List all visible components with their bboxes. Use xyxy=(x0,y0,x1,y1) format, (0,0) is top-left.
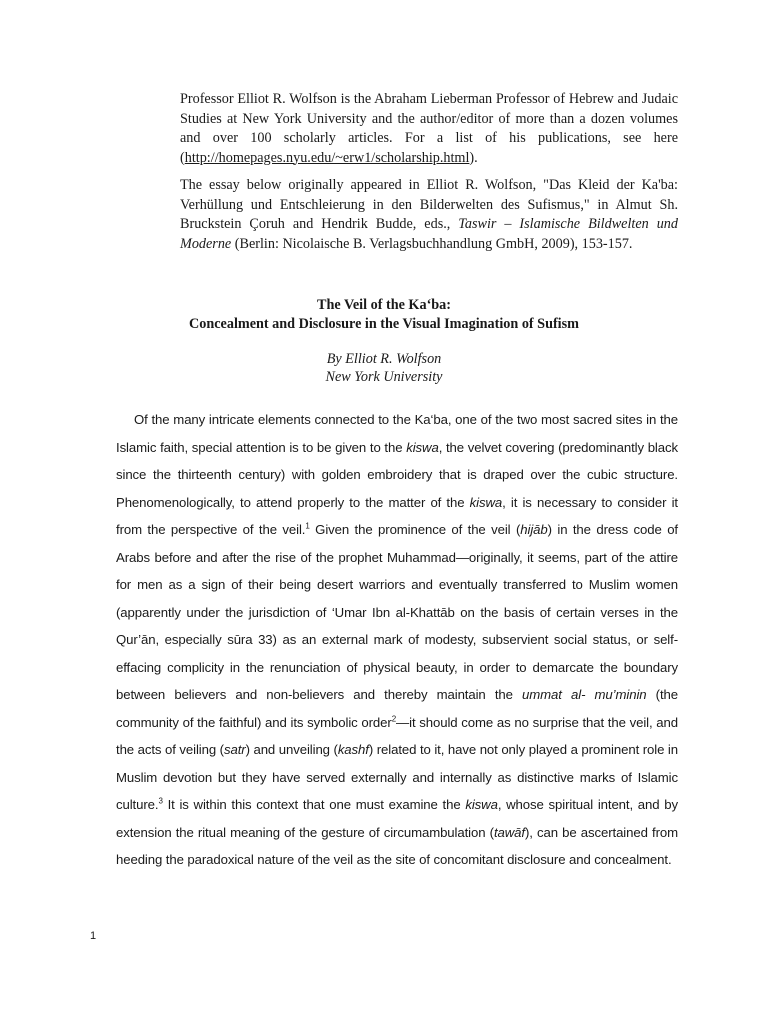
page-number: 1 xyxy=(90,930,97,942)
term-kiswa: kiswa xyxy=(469,494,503,510)
author-affiliation: New York University xyxy=(325,369,443,385)
text-run: , the velvet covering (predominantly black since the thirteenth century) with golden embroidery that is draped over the cubic structure. Phenomenologically, to attend properly to the matter of the xyxy=(116,439,678,510)
essay-source-text: The essay below originally appeared in Elliot R. Wolfson, "Das Kleid der Ka'ba: Verhüllung und Entschleierung in den Bilderwelten des Sufismus," in Almut Sh. Bruckstein Çoruh and Hendrik Budde, eds., xyxy=(180,177,678,232)
text-run: Of the many intricate elements connected to the Ka‘ba, one of the two most sacred sites in the Islamic faith, special attention is to be given to the xyxy=(116,412,678,455)
essay-subtitle: Concealment and Disclosure in the Visual Imagination of Sufism xyxy=(189,316,579,332)
term-hijab: hijāb xyxy=(520,522,548,537)
essay-book-title: Taswir – Islamische Bildwelten und Moderne xyxy=(180,216,678,252)
bio-text: Professor Elliot R. Wolfson is the Abraham Lieberman Professor of Hebrew and Judaic Studies at New York University and the author/editor of more than a dozen volumes and over 100 scholarly articles. For a list of his publications, see here ( xyxy=(180,91,678,166)
text-run: ) related to it, have not only played a prominent role in Muslim devotion but they have served externally and internally as distinctive marks of Islamic culture. xyxy=(116,742,678,812)
essay-source-end: (Berlin: Nicolaische B. Verlagsbuchhandlung GmbH, 2009), 153-157. xyxy=(231,235,633,252)
essay-title: The Veil of the Ka‘ba: xyxy=(317,297,451,313)
text-run: ) in the dress code of Arabs before and after the rise of the prophet Muhammad—originally, it seems, part of the attire for men as a sign of their being desert warriors and eventually transferred to Muslim women (apparently under the jurisdiction of ‘Umar Ibn al-Khattāb on the basis of certain verses in the Qur’ān, especially sūra 33) as an external mark of modesty, subservient social status, or self-effacing complicity in the renunciation of physical beauty, in order to demarcate the boundary between believers and non-believers and thereby maintain the xyxy=(116,522,678,702)
term-kiswa: kiswa xyxy=(406,439,439,455)
term-satr: satr xyxy=(223,742,246,757)
text-run: (the community of the faithful) and its symbolic order xyxy=(116,687,679,730)
text-run: , it is necessary to consider it from the perspective of the veil. xyxy=(116,494,678,537)
footnote-ref-3[interactable]: 3 xyxy=(158,796,163,806)
author-bio xyxy=(180,90,678,168)
text-run: —it should come as no surprise that the veil, and the acts of veiling ( xyxy=(116,714,678,757)
bio-end: ). xyxy=(469,149,478,166)
term-ummat: ummat al- mu’minin xyxy=(522,687,647,702)
text-run: Given the prominence of the veil ( xyxy=(309,522,521,537)
body-paragraph xyxy=(116,406,678,874)
essay-source-note xyxy=(180,176,678,254)
footnote-ref-2[interactable]: 2 xyxy=(391,714,397,724)
author-byline: By Elliot R. Wolfson xyxy=(326,351,442,367)
term-kiswa: kiswa xyxy=(465,797,498,812)
text-run: , whose spiritual intent, and by extension the ritual meaning of the gesture of circumambulation ( xyxy=(116,797,678,840)
text-run: ) and unveiling ( xyxy=(245,742,338,757)
publications-link[interactable]: http://homepages.nyu.edu/~erw1/scholarship.html xyxy=(184,149,470,166)
text-run: ), can be ascertained from heeding the paradoxical nature of the veil as the site of concomitant disclosure and concealment. xyxy=(116,824,678,867)
text-run: It is within this context that one must examine the xyxy=(162,797,466,812)
footnote-ref-1[interactable]: 1 xyxy=(305,521,310,531)
term-kashf: kashf xyxy=(337,742,369,757)
term-tawaf: tawāf xyxy=(493,824,525,840)
